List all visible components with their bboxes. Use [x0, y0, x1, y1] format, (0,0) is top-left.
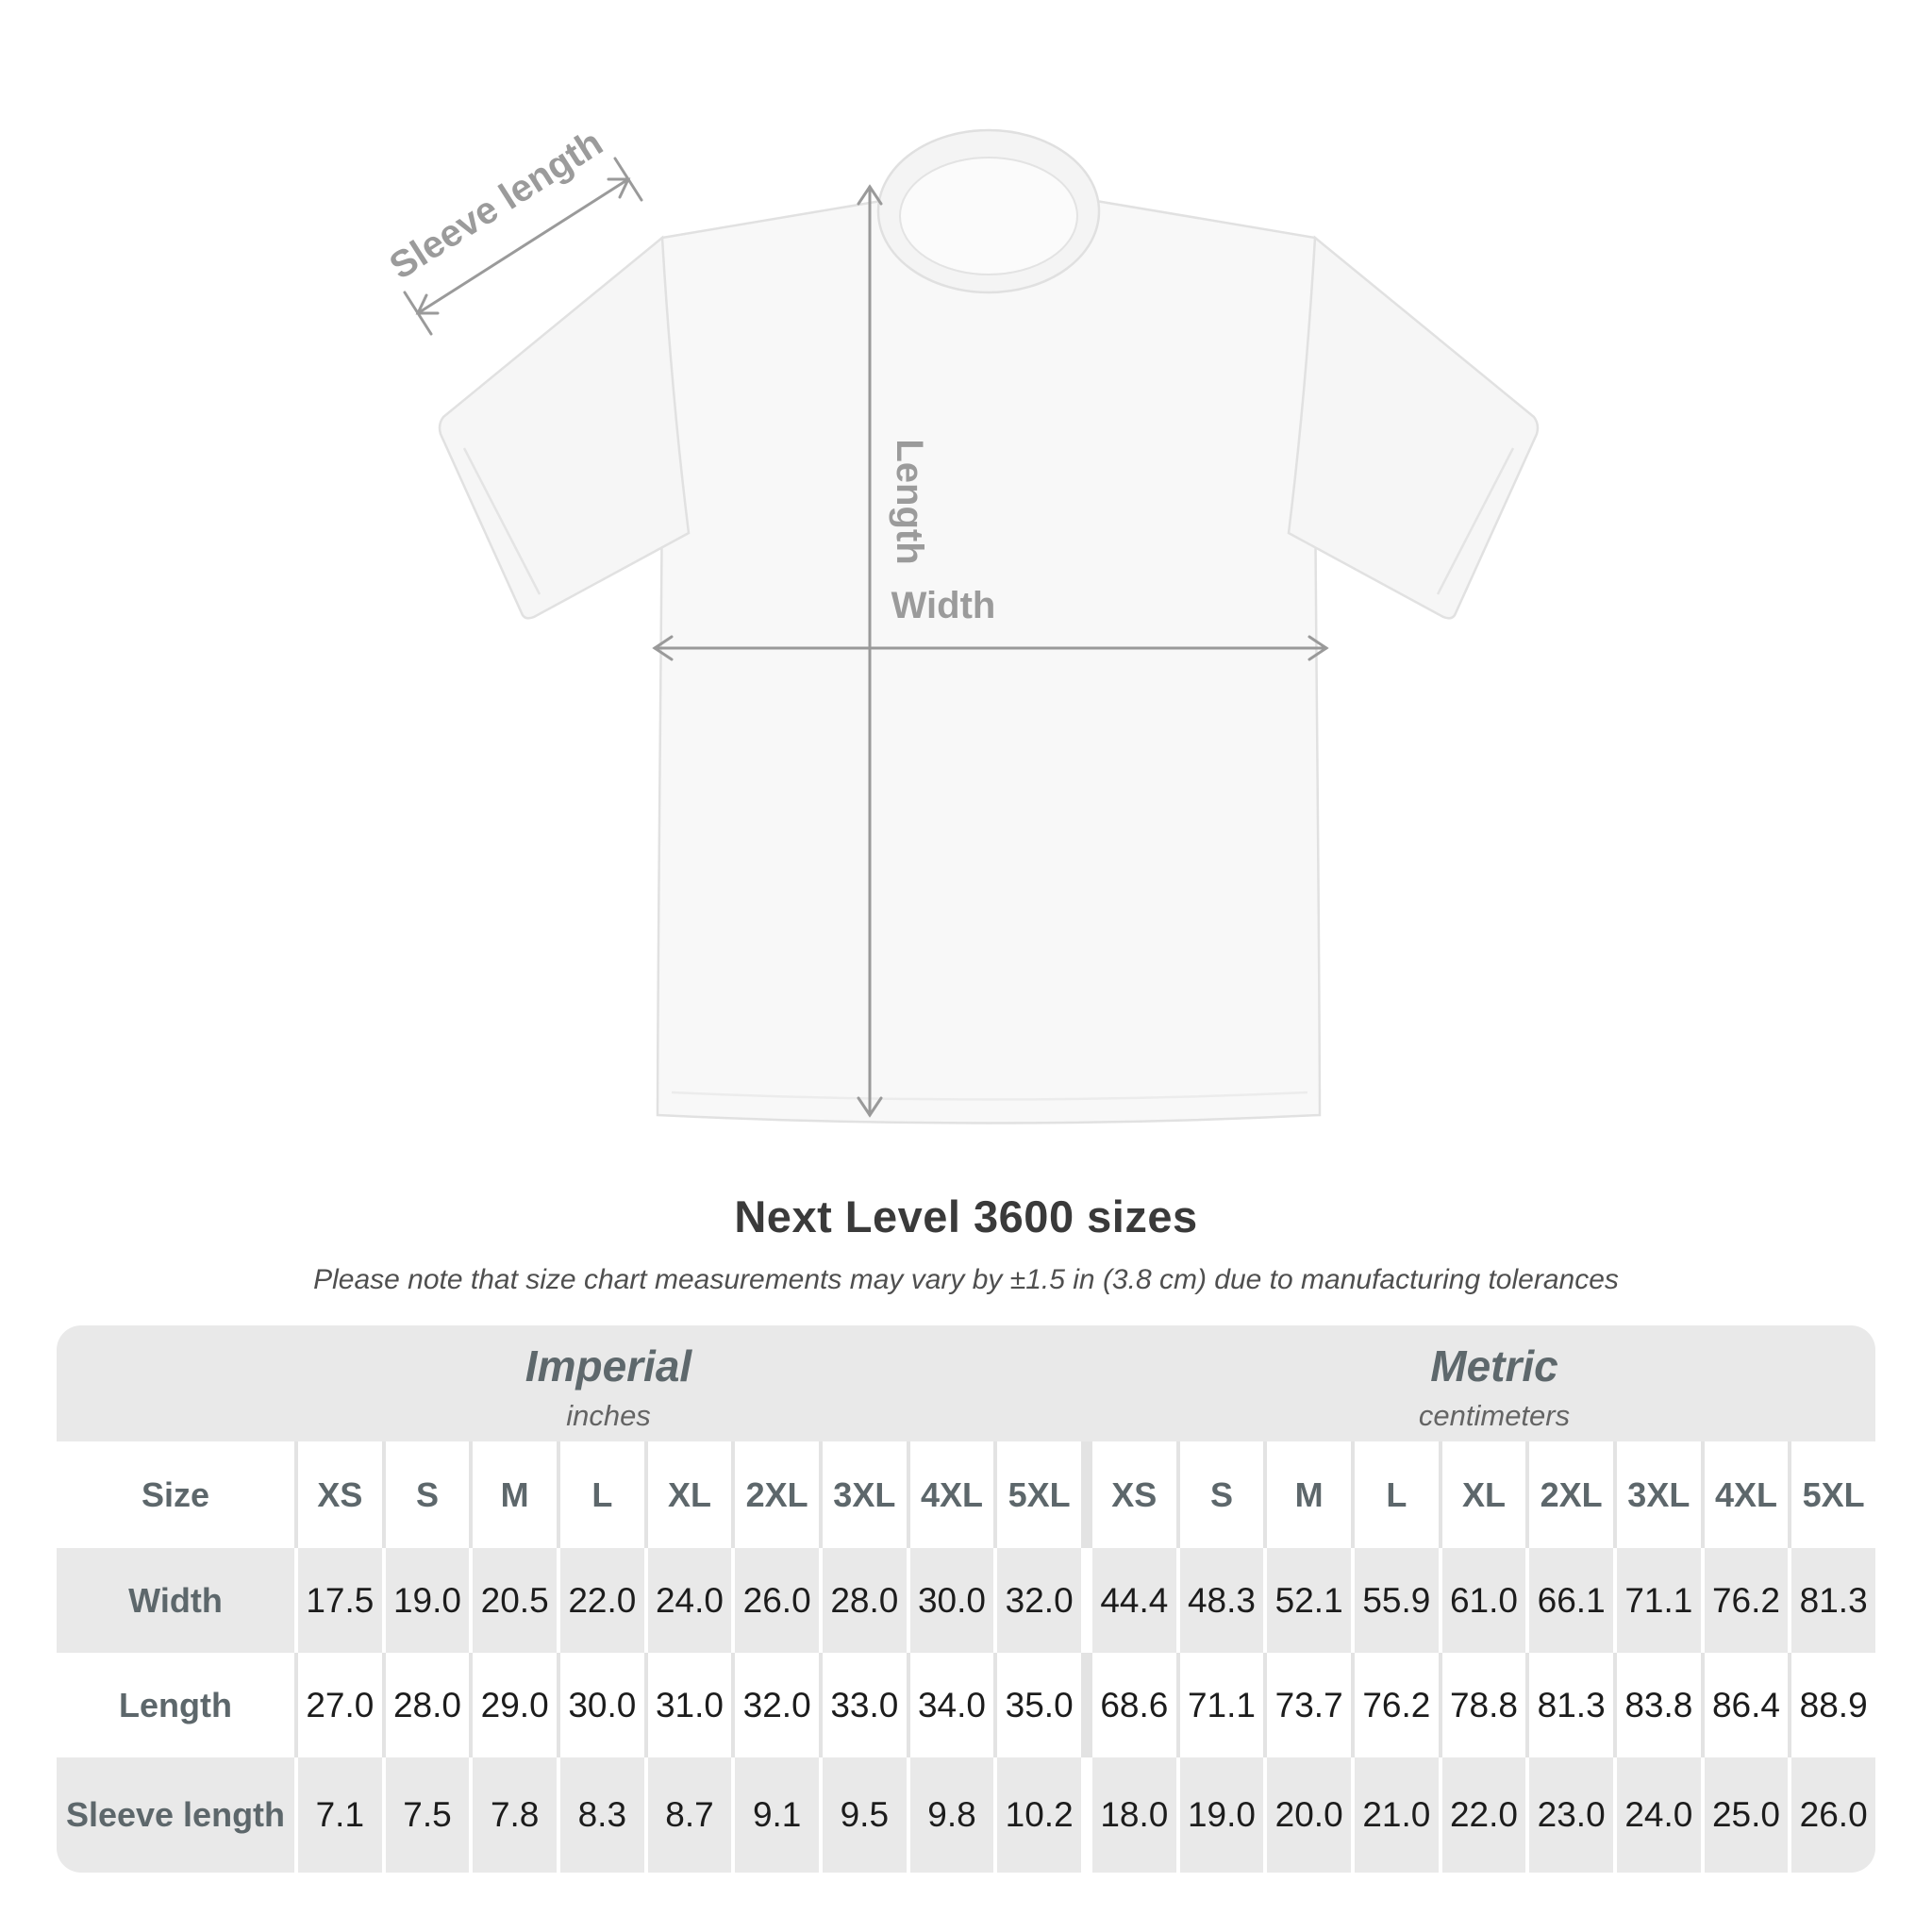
- table-cell: 7.1: [298, 1757, 382, 1873]
- table-cell: 76.2: [1705, 1548, 1789, 1653]
- table-cell: 9.1: [735, 1757, 819, 1873]
- page-title: Next Level 3600 sizes: [734, 1191, 1198, 1241]
- group-divider: [1085, 1441, 1089, 1548]
- size-col-header: 5XL: [1791, 1441, 1875, 1548]
- imperial-group-title: Imperial: [525, 1341, 692, 1391]
- table-cell: 24.0: [648, 1548, 732, 1653]
- size-col-header: L: [560, 1441, 644, 1548]
- table-cell: 52.1: [1267, 1548, 1351, 1653]
- table-cell: 19.0: [386, 1548, 470, 1653]
- width-label: Width: [891, 585, 996, 626]
- table-cell: 86.4: [1705, 1653, 1789, 1757]
- table-cell: 78.8: [1442, 1653, 1526, 1757]
- group-divider: [1085, 1548, 1089, 1653]
- table-cell: 35.0: [997, 1653, 1081, 1757]
- table-cell: 9.8: [910, 1757, 994, 1873]
- table-cell: 18.0: [1092, 1757, 1176, 1873]
- table-cell: 26.0: [735, 1548, 819, 1653]
- table-cell: 25.0: [1705, 1757, 1789, 1873]
- table-cell: 68.6: [1092, 1653, 1176, 1757]
- table-cell: 10.2: [997, 1757, 1081, 1873]
- table-cell: 30.0: [560, 1653, 644, 1757]
- table-cell: 48.3: [1180, 1548, 1264, 1653]
- table-cell: 81.3: [1529, 1653, 1613, 1757]
- table-cell: 71.1: [1617, 1548, 1701, 1653]
- size-header-row: [57, 1441, 1875, 1548]
- table-cell: 32.0: [997, 1548, 1081, 1653]
- table-cell: 20.0: [1267, 1757, 1351, 1873]
- table-cell: 28.0: [386, 1653, 470, 1757]
- size-col-header: 2XL: [1529, 1441, 1613, 1548]
- metric-group-unit: centimeters: [1418, 1399, 1571, 1432]
- tshirt-body: [658, 195, 1320, 1124]
- table-cell: 83.8: [1617, 1653, 1701, 1757]
- table-cell: 23.0: [1529, 1757, 1613, 1873]
- table-cell: 71.1: [1180, 1653, 1264, 1757]
- table-cell: 27.0: [298, 1653, 382, 1757]
- table-cell: 61.0: [1442, 1548, 1526, 1653]
- size-col-header: 5XL: [997, 1441, 1081, 1548]
- size-col-header: XL: [1442, 1441, 1526, 1548]
- table-cell: 22.0: [560, 1548, 644, 1653]
- size-col-header: XS: [298, 1441, 382, 1548]
- page-subtitle: Please note that size chart measurements may vary by ±1.5 in (3.8 cm) due to manufacturing tolerances: [313, 1264, 1619, 1295]
- table-cell: 8.3: [560, 1757, 644, 1873]
- table-cell: 30.0: [910, 1548, 994, 1653]
- table-cell: 33.0: [823, 1653, 907, 1757]
- table-cell: 29.0: [473, 1653, 557, 1757]
- size-col-header: 4XL: [1705, 1441, 1789, 1548]
- size-col-header: S: [386, 1441, 470, 1548]
- size-row-label: Size: [57, 1441, 294, 1548]
- table-cell: 17.5: [298, 1548, 382, 1653]
- tshirt-diagram: [349, 108, 1585, 1203]
- size-chart-table: [57, 1325, 1875, 1873]
- group-divider: [1085, 1653, 1089, 1757]
- table-cell: 26.0: [1791, 1757, 1875, 1873]
- metric-group-header: [1419, 1341, 1570, 1433]
- size-col-header: M: [473, 1441, 557, 1548]
- size-col-header: 4XL: [910, 1441, 994, 1548]
- table-cell: 24.0: [1617, 1757, 1701, 1873]
- size-col-header: M: [1267, 1441, 1351, 1548]
- size-col-header: 3XL: [1617, 1441, 1701, 1548]
- table-cell: 31.0: [648, 1653, 732, 1757]
- table-cell: 44.4: [1092, 1548, 1176, 1653]
- table-cell: 21.0: [1355, 1757, 1439, 1873]
- size-col-header: XL: [648, 1441, 732, 1548]
- sleeve-length-label: Sleeve length: [382, 122, 610, 288]
- row-label: Length: [57, 1653, 294, 1757]
- table-cell: 34.0: [910, 1653, 994, 1757]
- size-col-header: XS: [1092, 1441, 1176, 1548]
- metric-group-title: Metric: [1430, 1341, 1558, 1391]
- size-col-header: L: [1355, 1441, 1439, 1548]
- table-cell: 28.0: [823, 1548, 907, 1653]
- size-col-header: 3XL: [823, 1441, 907, 1548]
- table-cell: 22.0: [1442, 1757, 1526, 1873]
- tshirt-left-sleeve: [440, 238, 689, 618]
- size-col-header: 2XL: [735, 1441, 819, 1548]
- table-cell: 8.7: [648, 1757, 732, 1873]
- table-cell: 66.1: [1529, 1548, 1613, 1653]
- collar-inner: [900, 158, 1077, 275]
- size-col-header: S: [1180, 1441, 1264, 1548]
- table-cell: 20.5: [473, 1548, 557, 1653]
- table-cell: 55.9: [1355, 1548, 1439, 1653]
- table-cell: 19.0: [1180, 1757, 1264, 1873]
- table-cell: 32.0: [735, 1653, 819, 1757]
- table-cell: 73.7: [1267, 1653, 1351, 1757]
- tshirt-right-sleeve: [1289, 238, 1538, 618]
- table-cell: 81.3: [1791, 1548, 1875, 1653]
- sleeve-length-row: [57, 1757, 1875, 1873]
- table-cell: 7.8: [473, 1757, 557, 1873]
- length-label: Length: [889, 439, 930, 565]
- table-cell: 7.5: [386, 1757, 470, 1873]
- table-cell: 88.9: [1791, 1653, 1875, 1757]
- row-label: Sleeve length: [57, 1757, 294, 1873]
- table-cell: 76.2: [1355, 1653, 1439, 1757]
- table-header-band: [57, 1325, 1875, 1441]
- imperial-group-unit: inches: [566, 1399, 651, 1432]
- length-row: [57, 1653, 1875, 1757]
- row-label: Width: [57, 1548, 294, 1653]
- table-cell: 9.5: [823, 1757, 907, 1873]
- width-row: [57, 1548, 1875, 1653]
- imperial-group-header: [525, 1341, 691, 1433]
- group-divider: [1085, 1757, 1089, 1873]
